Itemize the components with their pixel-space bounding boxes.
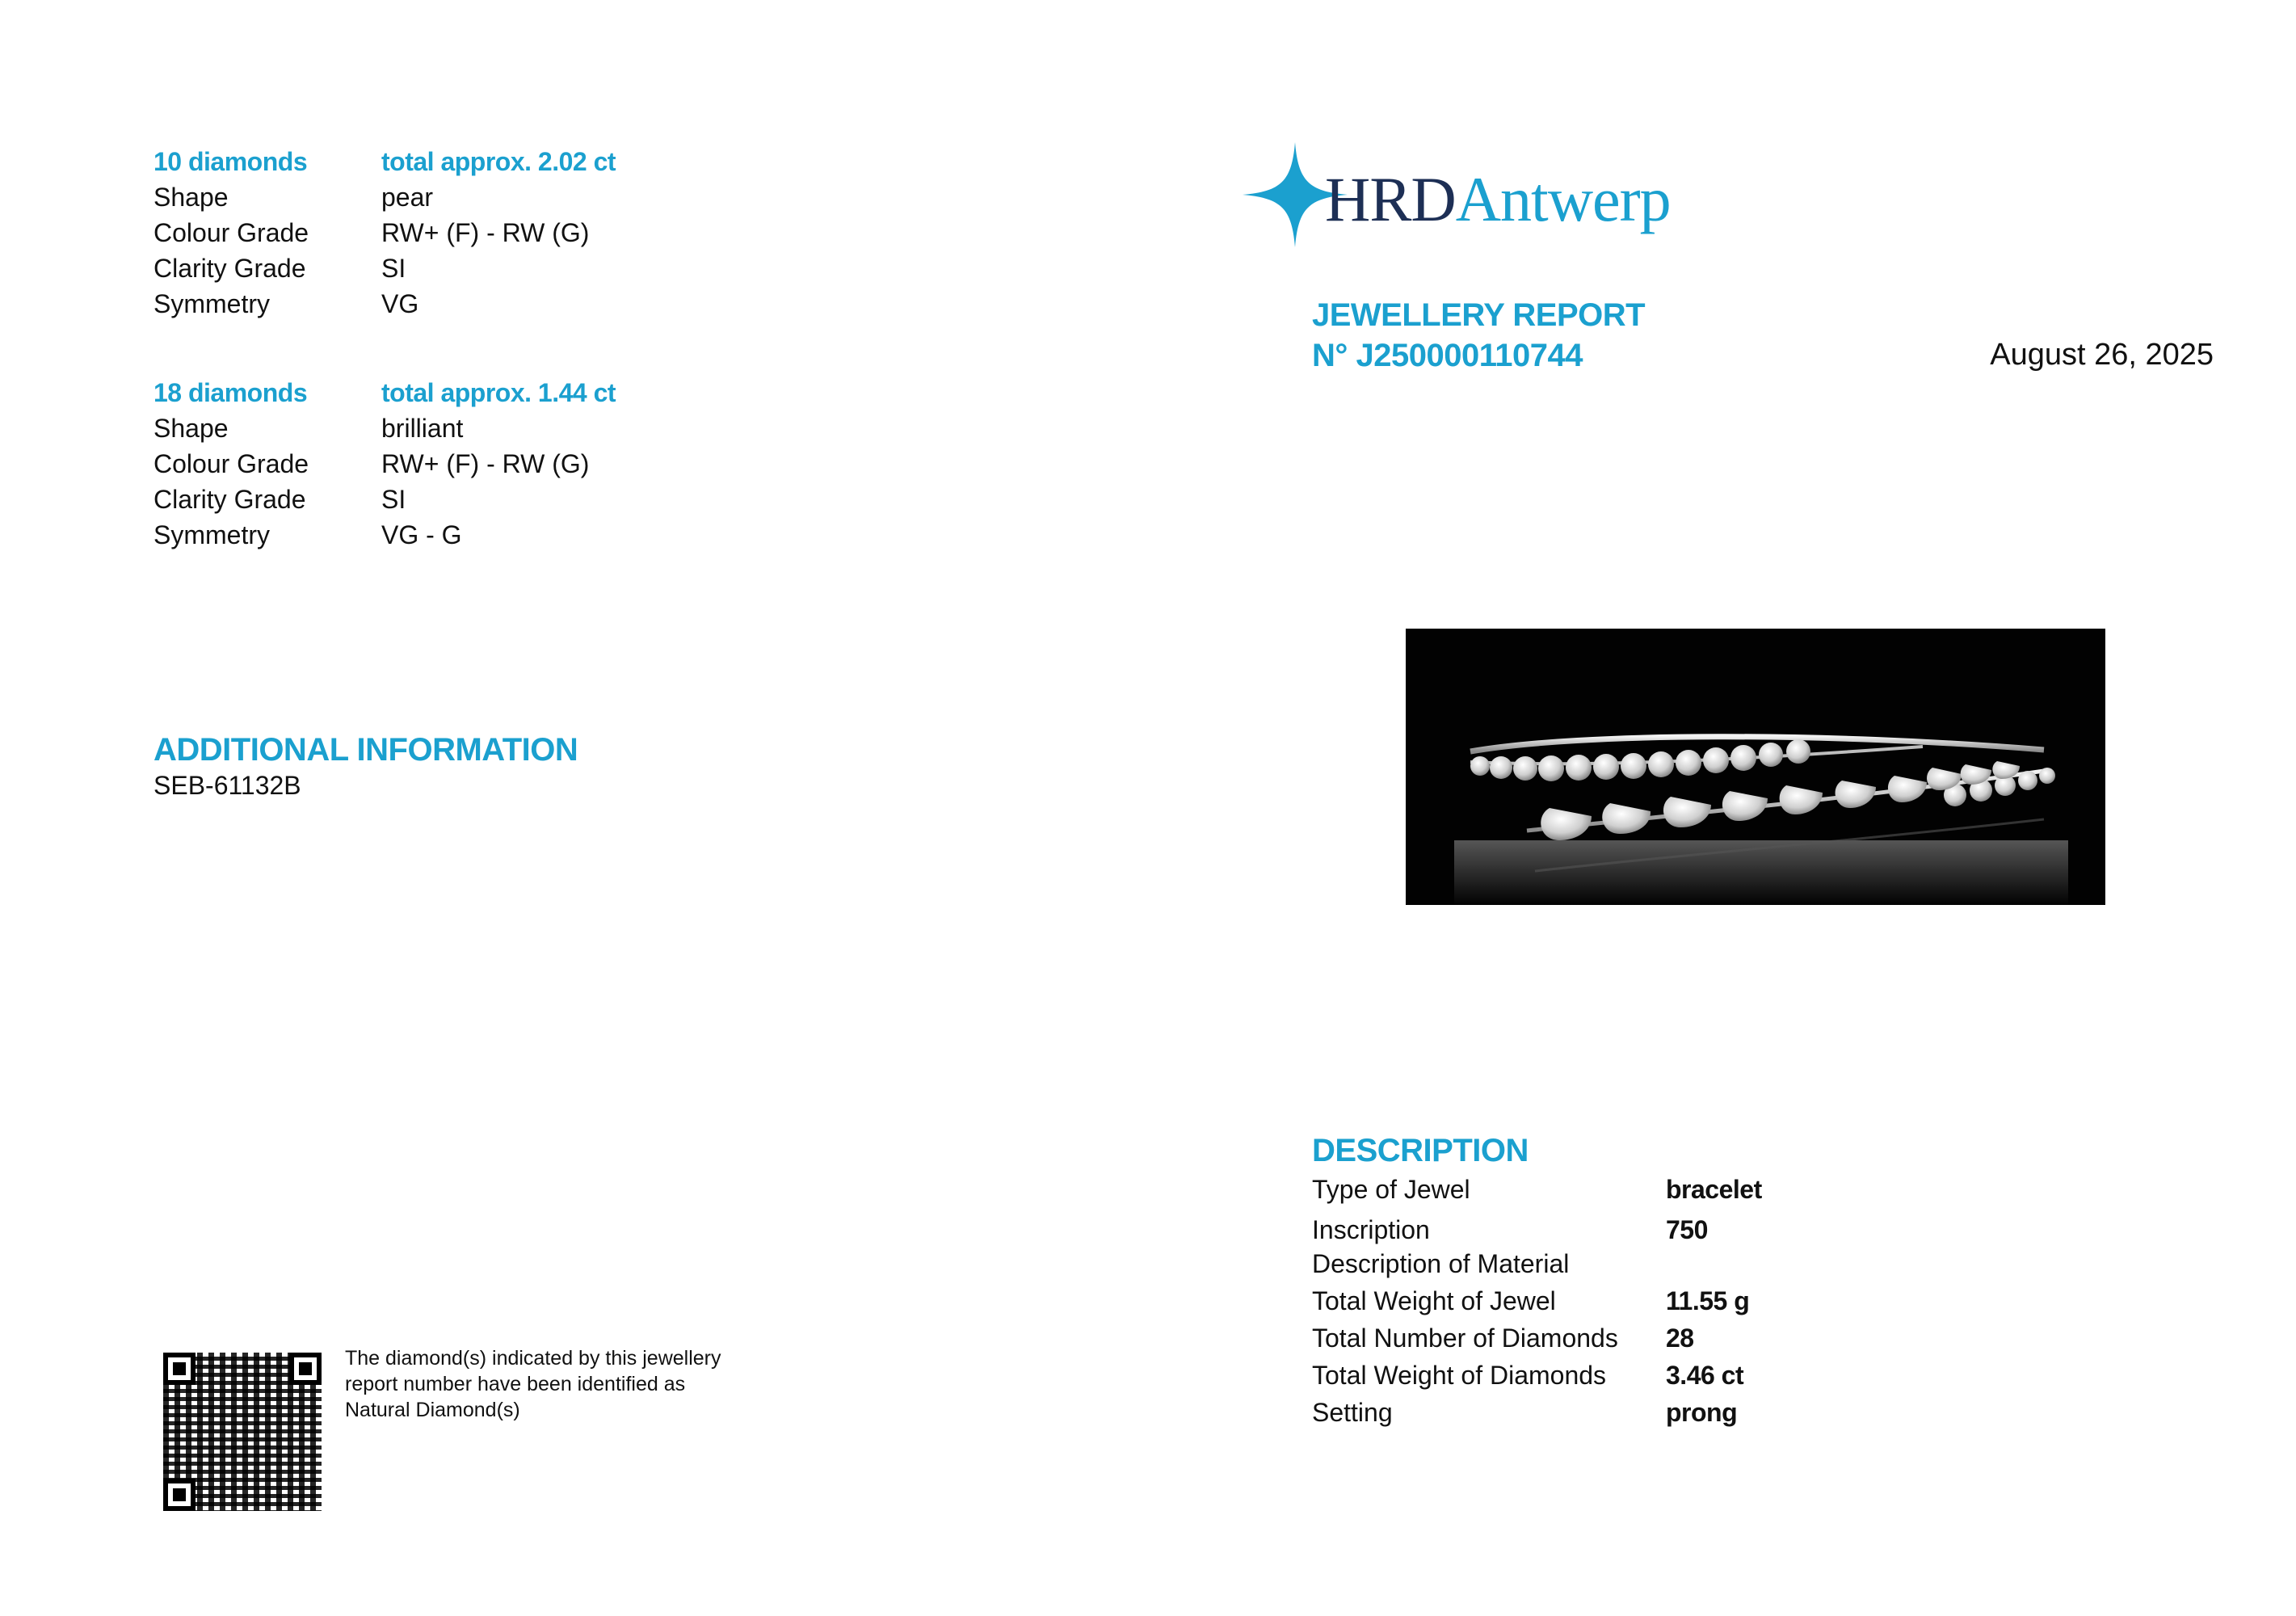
spec-row [153,250,881,286]
description-table [1312,1175,2039,1435]
description-value: prong [1666,1398,1738,1427]
description-row [1312,1324,2039,1361]
logo-part-antwerp: Antwerp [1455,164,1671,234]
spec-label: Shape [153,182,229,212]
description-row [1312,1286,2039,1324]
spec-label: Shape [153,413,229,443]
spec-label: Clarity Grade [153,253,306,283]
description-value: bracelet [1666,1175,1762,1204]
spec-label: Colour Grade [153,448,309,478]
spec-value: SI [381,253,406,283]
spec-value: SI [381,484,406,514]
spec-row [153,482,881,517]
spec-value: VG - G [381,520,462,549]
logo-part-hrd: HRD [1325,164,1456,234]
description-row [1312,1215,2039,1249]
group-header [153,144,881,179]
qr-finder-icon [163,1353,196,1385]
description-label: Inscription [1312,1215,1430,1244]
description-value: 750 [1666,1215,1708,1244]
diamond-group-2 [153,375,881,553]
description-label: Total Weight of Diamonds [1312,1361,1607,1390]
spec-label: Colour Grade [153,217,309,247]
description-value: 3.46 ct [1666,1361,1744,1390]
description-label: Total Number of Diamonds [1312,1324,1618,1353]
description-row [1312,1361,2039,1398]
spec-label: Symmetry [153,288,270,318]
additional-info-title: ADDITIONAL INFORMATION [153,732,578,768]
diamond-group-1 [153,144,881,322]
natural-diamond-note [345,1345,830,1423]
qr-finder-icon [163,1479,196,1511]
spec-label: Symmetry [153,520,270,549]
spec-value: brilliant [381,413,464,443]
report-number: N° J250000110744 [1312,338,1583,373]
bracelet-photo [1406,629,2105,905]
diamond-count: 18 diamonds [153,377,308,407]
description-row [1312,1175,2039,1215]
description-label: Description of Material [1312,1249,1570,1278]
note-line: The diamond(s) indicated by this jewellery [345,1347,721,1370]
spec-row [153,446,881,482]
additional-info-value: SEB-61132B [153,771,301,800]
note-line: Natural Diamond(s) [345,1399,520,1421]
description-title: DESCRIPTION [1312,1133,1529,1168]
spec-row [153,215,881,250]
total-weight: total approx. 1.44 ct [381,377,616,407]
description-label: Setting [1312,1398,1393,1427]
spec-row [153,179,881,215]
description-label: Type of Jewel [1312,1175,1470,1204]
description-label: Total Weight of Jewel [1312,1286,1556,1315]
diamond-count: 10 diamonds [153,146,308,176]
note-line: report number have been identified as [345,1373,686,1395]
spec-row [153,410,881,446]
total-weight: total approx. 2.02 ct [381,146,616,176]
description-value: 28 [1666,1324,1694,1353]
spec-row [153,286,881,322]
description-row [1312,1398,2039,1435]
spec-label: Clarity Grade [153,484,306,514]
group-header [153,375,881,410]
hrd-antwerp-logo [1325,163,1671,236]
spec-value: VG [381,288,419,318]
qr-finder-icon [289,1353,322,1385]
report-date: August 26, 2025 [1990,338,2214,372]
spec-value: RW+ (F) - RW (G) [381,448,590,478]
description-row [1312,1249,2039,1286]
description-value: 11.55 g [1666,1286,1750,1315]
spec-value: RW+ (F) - RW (G) [381,217,590,247]
report-title: JEWELLERY REPORT [1312,297,1646,333]
spec-value: pear [381,182,434,212]
qr-code-icon [163,1353,322,1511]
spec-row [153,517,881,553]
